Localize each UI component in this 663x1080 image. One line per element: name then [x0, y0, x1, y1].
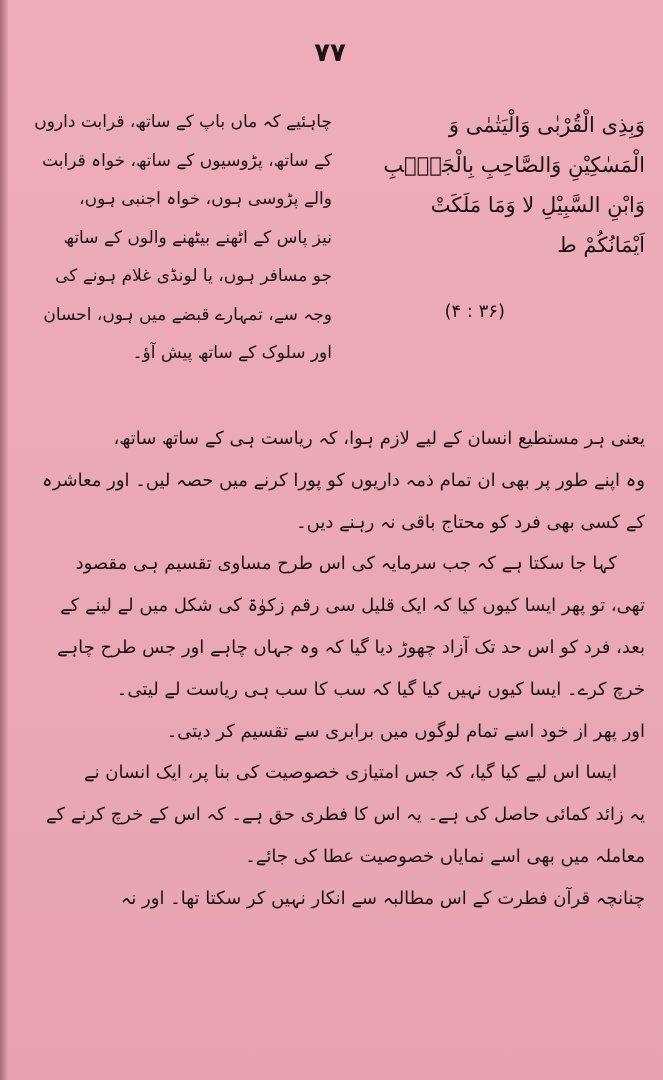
translation-line: چاہئیے کہ ماں باپ کے ساتھ، قرابت داروں — [34, 112, 332, 132]
translation-line: وجہ سے، تمہارے قبضے میں ہوں، احسان — [43, 304, 332, 325]
verse-line: وَبِذِی الْقُرْبٰی وَالْیَتٰمٰی وَ — [448, 113, 645, 137]
body-text — [20, 418, 645, 920]
body-line: معاملہ میں بھی اسے نمایاں خصوصیت عطا کی جائے۔ — [245, 845, 645, 867]
verse-line: الْمَسٰکِیْنِ وَالصَّاحِبِ بِالْجَنْۢبِ — [383, 153, 645, 177]
page-binding-edge — [0, 0, 8, 1080]
translation-line: جو مسافر ہوں، یا لونڈی غلام ہونے کی — [55, 266, 332, 286]
verse-reference: (۴ : ۳۶) — [444, 301, 505, 322]
body-line: کے کسی بھی فرد کو محتاج باقی نہ رہنے دیں۔ — [296, 511, 645, 533]
translation-line: کے ساتھ، پڑوسیوں کے ساتھ، خواہ قرابت — [42, 150, 332, 171]
verse-line: اَیْمَانُکُمْ ط — [557, 233, 645, 257]
body-line: اور پھر از خود اسے تمام لوگوں میں برابری سے تقسیم کر دیتی۔ — [166, 720, 645, 742]
translation-line: اور سلوک کے ساتھ پیش آؤ۔ — [132, 343, 332, 363]
body-line: یعنی ہر مستطیع انسان کے لیے لازم ہوا، کہ ریاست ہی کے ساتھ ساتھ، — [113, 428, 645, 449]
body-line: یہ زائد کمائی حاصل کی ہے۔ یہ اس کا فطری حق ہے۔ کہ اس کے خرچ کرنے کے — [45, 804, 645, 826]
translation-line: نیز پاس کے اٹھنے بیٹھنے والوں کے ساتھ — [63, 227, 332, 248]
body-line: تھی، تو پھر ایسا کیوں کیا کہ ایک قلیل سی رقم زکوٰۃ کی شکل میں لے لینے کے — [60, 595, 645, 617]
body-line: کہا جا سکتا ہے کہ جب سرمایہ کی اس طرح مساوی تقسیم ہی مقصود — [75, 553, 617, 575]
body-line: خرچ کرے۔ ایسا کیوں نہیں کیا گیا کہ سب کا سب ہی ریاست لے لیتی۔ — [116, 678, 645, 700]
body-line: ایسا اس لیے کیا گیا، کہ جس امتیازی خصوصیت کی بنا پر، ایک انسان نے — [84, 762, 617, 784]
body-line: بعد، فرد کو اس حد تک آزاد چھوڑ دیا گیا کہ وہ جہاں چاہے اور جس طرح چاہے — [57, 636, 645, 658]
verse-line: وَابْنِ السَّبِیْلِ لا وَمَا مَلَکَتْ — [430, 193, 645, 217]
quran-verse-column — [355, 105, 645, 322]
translation-line: والے پڑوسی ہوں، خواہ اجنبی ہوں، — [79, 189, 332, 209]
translation-column — [14, 103, 332, 373]
body-line: چنانچہ قرآن فطرت کے اس مطالبہ سے انکار نہیں کر سکتا تھا۔ اور نہ — [120, 887, 645, 909]
body-line: وہ اپنے طور پر بھی ان تمام ذمہ داریوں کو پورا کرنے میں حصہ لیں۔ اور معاشرہ — [42, 469, 645, 491]
page-number: ۷۷ — [314, 38, 346, 68]
